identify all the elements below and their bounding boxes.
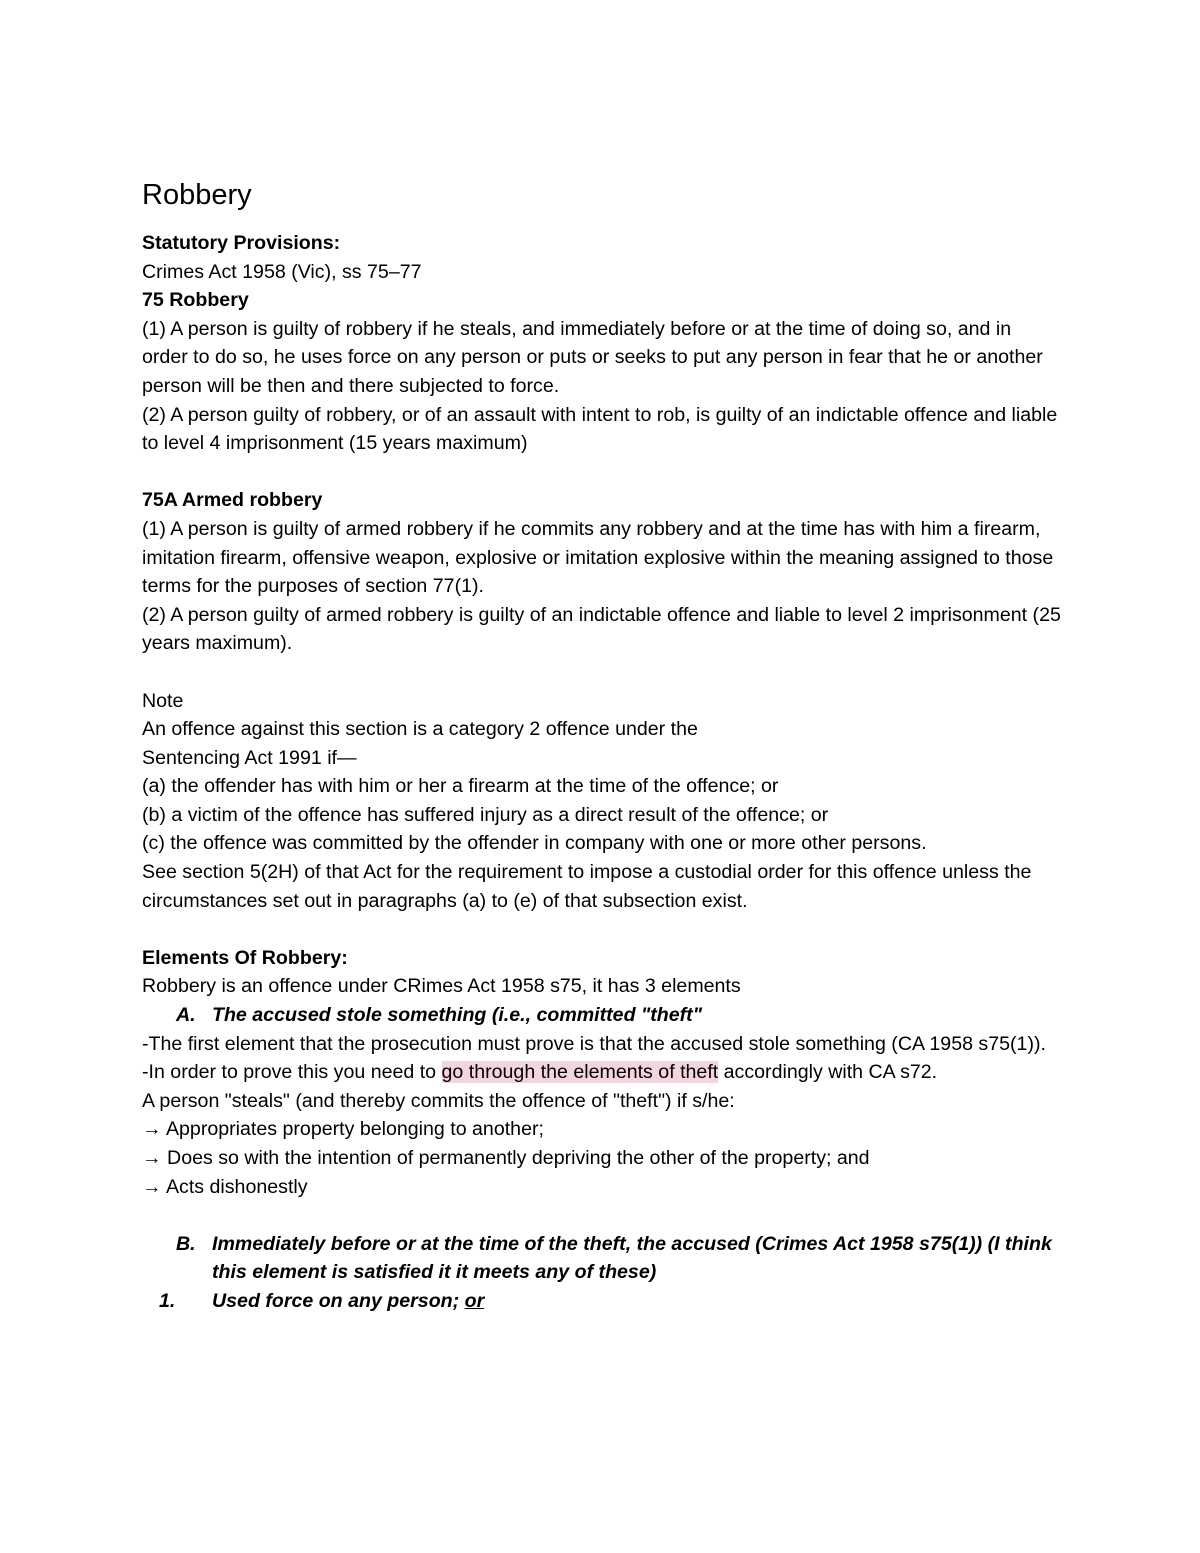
elements-intro: Robbery is an offence under CRimes Act 1958 s75, it has 3 elements xyxy=(142,975,741,998)
element-a-marker: A. xyxy=(176,1004,196,1027)
theft-element-2: → Does so with the intention of permanently depriving the other of the property; and xyxy=(142,1147,870,1169)
section-75a-subsection-2: (2) A person guilty of armed robbery is guilty of an indictable offence and liable to level 2 imprisonment (25 years maximum). xyxy=(142,603,1061,655)
sub-item-1-marker: 1. xyxy=(159,1289,176,1312)
statutory-reference: Crimes Act 1958 (Vic), ss 75–77 xyxy=(142,260,422,283)
statutory-heading: Statutory Provisions: xyxy=(142,232,341,254)
note-item-a: (a) the offender has with him or her a firearm at the time of the offence; or xyxy=(142,775,779,798)
sub-item-1-or: or xyxy=(464,1289,485,1312)
spacer xyxy=(142,915,1062,944)
element-b-text: Immediately before or at the time of the theft, the accused (Crimes Act 1958 s75(1)) (I think this element is satisfied it it meets any of these) xyxy=(212,1232,1052,1284)
element-a-item xyxy=(142,1001,1062,1030)
spacer xyxy=(142,658,1062,687)
element-a-p2-end: accordingly with CA s72. xyxy=(718,1061,938,1084)
note-item-c: (c) the offence was committed by the offender in company with one or more other persons. xyxy=(142,832,927,855)
element-a-p2-start: -In order to prove this you need to xyxy=(142,1061,442,1084)
element-a-paragraph-2 xyxy=(142,1058,1062,1087)
note-item-b: (b) a victim of the offence has suffered injury as a direct result of the offence; or xyxy=(142,803,829,826)
sub-item-1-text xyxy=(212,1287,1062,1316)
steals-definition: A person "steals" (and thereby commits the offence of "theft") if s/he: xyxy=(142,1089,735,1112)
elements-heading: Elements Of Robbery: xyxy=(142,946,348,969)
section-75a-heading: 75A Armed robbery xyxy=(142,489,323,512)
document-title: Robbery xyxy=(142,179,252,211)
section-75a-subsection-1: (1) A person is guilty of armed robbery if he commits any robbery and at the time has with him a firearm, imitation firearm, offensive weapon, explosive or imitation explosive within the meaning assigned to those terms for the purposes of section 77(1). xyxy=(142,517,1054,598)
section-75-heading: 75 Robbery xyxy=(142,289,249,312)
spacer xyxy=(142,1201,1062,1230)
theft-element-3: → Acts dishonestly xyxy=(142,1175,308,1198)
note-line-1: An offence against this section is a category 2 offence under the xyxy=(142,718,698,741)
theft-element-1: → Appropriates property belonging to another; xyxy=(142,1118,544,1141)
element-a-paragraph-1: -The first element that the prosecution must prove is that the accused stole something (CA 1958 s75(1)). xyxy=(142,1032,1046,1055)
highlighted-text: go through the elements of theft xyxy=(441,1061,719,1084)
note-line-2: Sentencing Act 1991 if— xyxy=(142,746,357,769)
document-page xyxy=(142,176,1062,1316)
note-label: Note xyxy=(142,689,184,712)
element-b-marker: B. xyxy=(176,1232,196,1255)
element-a-text: The accused stole something (i.e., committed "theft" xyxy=(212,1004,702,1027)
sub-item-1-main: Used force on any person; xyxy=(212,1289,465,1312)
note-see-section: See section 5(2H) of that Act for the requirement to impose a custodial order for this offence unless the circumstances set out in paragraphs (a) to (e) of that subsection exist. xyxy=(142,861,1032,912)
section-75-subsection-2: (2) A person guilty of robbery, or of an assault with intent to rob, is guilty of an indictable offence and liable to level 4 imprisonment (15 years maximum) xyxy=(142,403,1058,455)
spacer xyxy=(142,458,1062,487)
sub-item-1 xyxy=(142,1287,1062,1316)
section-75-subsection-1: (1) A person is guilty of robbery if he steals, and immediately before or at the time of doing so, and in order to do so, he uses force on any person or puts or seeks to put any person in fear that he or another person will be then and there subjected to force. xyxy=(142,317,1043,397)
element-b-item xyxy=(142,1230,1062,1287)
